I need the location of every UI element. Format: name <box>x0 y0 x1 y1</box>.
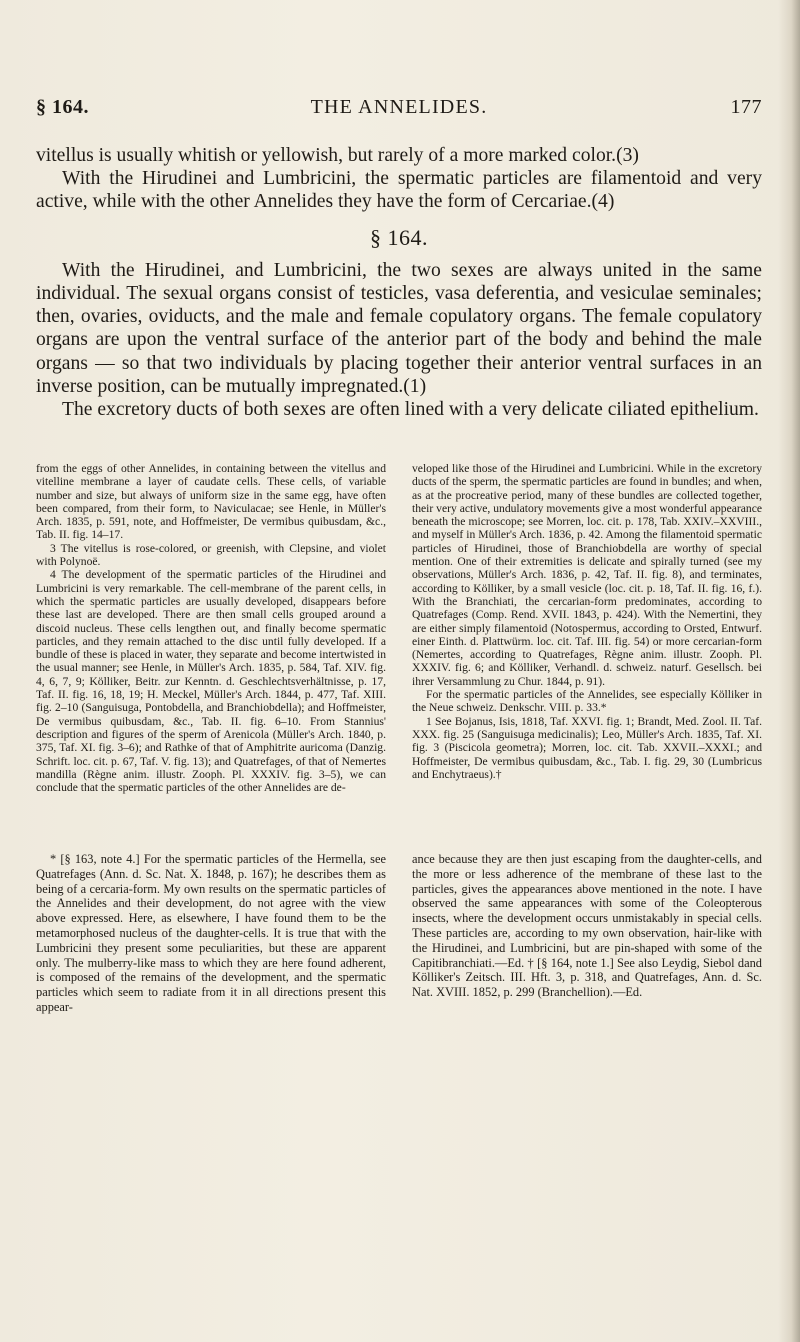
footnote-4-continued: veloped like those of the Hirudinei and Lumbricini. While in the excretory ducts of the sperm, the spermatic particles are found in bundles; and when, as at the procreative period, many of these bundles are collected together, their very active, undulatory movements give a most wonderful appearance beneath the microscope; see Morren, loc. cit. p. 178, Tab. XXIV.–XXVIII., and myself in Müller's Arch. 1836, p. 42. Among the filamentoid spermatic particles of Hirudinei, those of Branchiobdella are worthy of special mention. One of their extremities is delicate and spirally turned (see my observations, Müller's Arch. 1836, p. 42, Taf. II. fig. 8), and terminates, according to Kölliker, by a small vesicle (loc. cit. p. 18, Taf. II. fig. 16, f.). With the Branchiati, the cercarian-form predominates, according to Quatrefages (Comp. Rend. XVII. 1843, p. 424). With the Nemertini, they are either simply filamentoid (Notospermus, according to Orsted, Entwurf. einer Einth. d. Plattwürm. loc. cit. Taf. III. fig. 54) or more cercarian-form (Nemertes, according to Quatrefages, Règne anim. illustr. Zooph. Pl. XXXIV. fig. 6; and Kölliker, Verhandl. d. schweiz. naturf. Gesellsch. bei ihrer Versammlung zu Chur. 1844, p. 91). <box>412 462 762 688</box>
section-heading: § 164. <box>370 224 428 250</box>
footnote-4: 4 The development of the spermatic particles of the Hirudinei and Lumbricini is very remarkable. The cell-membrane of the parent cells, in which the spermatic particles are usually developed, disappears before these last are developed. There are then small cells grouped around a discoid nucleus. These cells lengthen out, and finally become spermatic particles, and they remain attached to the disc until fully developed. If a bundle of these is placed in water, they separate and become intertwisted in the usual manner; see Henle, in Müller's Arch. 1835, p. 584, Taf. XIV. fig. 4, 6, 7, 9; Kölliker, Beitr. zur Kenntn. d. Geschlechtsverhältnisse, p. 17, Taf. II. fig. 16, 18, 19; H. Meckel, Müller's Arch. 1844, p. 477, Taf. XIII. fig. 2–10 (Sanguisuga, Pontobdella, and Branchiobdella); and Hoffmeister, De vermibus quibusdam, &c., Tab. II. fig. 6–10. From Stannius' description and figures of the sperm of Arenicola (Müller's Arch. 1840, p. 375, Taf. XI. fig. 3–6); and Rathke of that of Amphitrite auricoma (Danzig. Schrift. loc. cit. p. 67, Taf. V. fig. 13); and Quatrefages, of that of Nemertes mandilla (Règne anim. illustr. Zooph. Pl. XXXIV. fig. 3–5), we can conclude that the spermatic particles of the other Annelides are de- <box>36 568 386 795</box>
header-title: THE ANNELIDES. <box>310 96 488 118</box>
editor-note-left <box>36 852 386 1015</box>
paragraph-3: With the Hirudinei, and Lumbricini, the two sexes are always united in the same individual. The sexual organs consist of testicles, vasa deferentia, and vesiculae seminales; then, ovaries, oviducts, and the male and female copulatory organs. The female copulatory organs are upon the ventral surface of the anterior part of the body and behind the male organs — so that two individuals by placing together their anterior ventral surfaces in an inverse position, can be mutually impregnated.(1) <box>36 259 762 397</box>
header-section: § 164. <box>36 96 89 118</box>
footnotes-right-column <box>412 462 762 840</box>
footnotes-area <box>36 462 762 1322</box>
editor-note-star: * [§ 163, note 4.] For the spermatic particles of the Hermella, see Quatrefages (Ann. d. Sc. Nat. X. 1848, p. 167); he describes them as being of a cercaria-form. My own results on the spermatic particles of the Annelides and their development, do not agree with the view above expressed. Here, as elsewhere, I have found them to be the metamorphosed nucleus of the daughter-cells. It is true that with the Lumbricini they present some peculiarities, but these are apparent only. The mulberry-like mass to which they are here found adherent, is composed of the remains of the development, and the spermatic particles which seem to radiate from it in all directions present this appear- <box>36 852 386 1014</box>
paragraph-1: vitellus is usually whitish or yellowish, but rarely of a more marked color.(3) <box>36 145 639 166</box>
editor-note-dagger: ance because they are then just escaping from the daughter-cells, and the more or less adherence of the membrane of these last to the particles, gives the appearances above mentioned in the note. I have observed the same appearances with some of the Coleopterous insects, where the development occurs unmistakably in special cells. These particles are, according to my own observation, hair-like with the Hirudinei, and Lumbricini, but are pin-shaped with some of the Capitibranchiati.—Ed. † [§ 164, note 1.] See also Leydig, Siebol dand Kölliker's Zeitsch. III. Hft. 3, p. 318, and Quatrefages, Ann. d. Sc. Nat. XVIII. 1852, p. 299 (Branchellion).—Ed. <box>412 852 762 1000</box>
paragraph-2: With the Hirudinei and Lumbricini, the spermatic particles are filamentoid and very active, while with the other Annelides they have the form of Cercariae.(4) <box>36 168 762 213</box>
running-header <box>36 96 762 126</box>
footnotes-left-column <box>36 462 386 840</box>
page-edge-shadow <box>778 0 800 1342</box>
page-number: 177 <box>730 96 762 118</box>
footnote-4-addendum: For the spermatic particles of the Annelides, see especially Kölliker in the Neue schweiz. Denkschr. VIII. p. 33.* <box>412 688 762 715</box>
main-text <box>36 144 762 421</box>
editor-note-right <box>412 852 762 1000</box>
footnote-164-1: 1 See Bojanus, Isis, 1818, Taf. XXVI. fig. 1; Brandt, Med. Zool. II. Taf. XXX. fig. 25 (Sanguisuga medicinalis); Leo, Müller's Arch. 1835, Taf. XI. fig. 3 (Piscicola geometra); Morren, loc. cit. Tab. XXVII.–XXXI.; and Hoffmeister, De vermibus quibusdam, &c., Tab. I. fig. 29, 30 (Lumbricus and Enchytraeus).† <box>412 714 762 781</box>
paragraph-4: The excretory ducts of both sexes are often lined with a very delicate ciliated epithelium. <box>62 399 759 421</box>
footnote-continued: from the eggs of other Annelides, in containing between the vitellus and vitelline membrane a layer of caudate cells. These cells, of variable number and size, but always of uniform size in the same egg, have often been compared, from their form, to Naviculacae; see Henle, in Müller's Arch. 1835, p. 591, note, and Hoffmeister, De vermibus quibusdam, &c., Tab. II. fig. 14–17. <box>36 462 386 542</box>
footnote-3: 3 The vitellus is rose-colored, or greenish, with Clepsine, and violet with Polynoë. <box>36 541 386 569</box>
